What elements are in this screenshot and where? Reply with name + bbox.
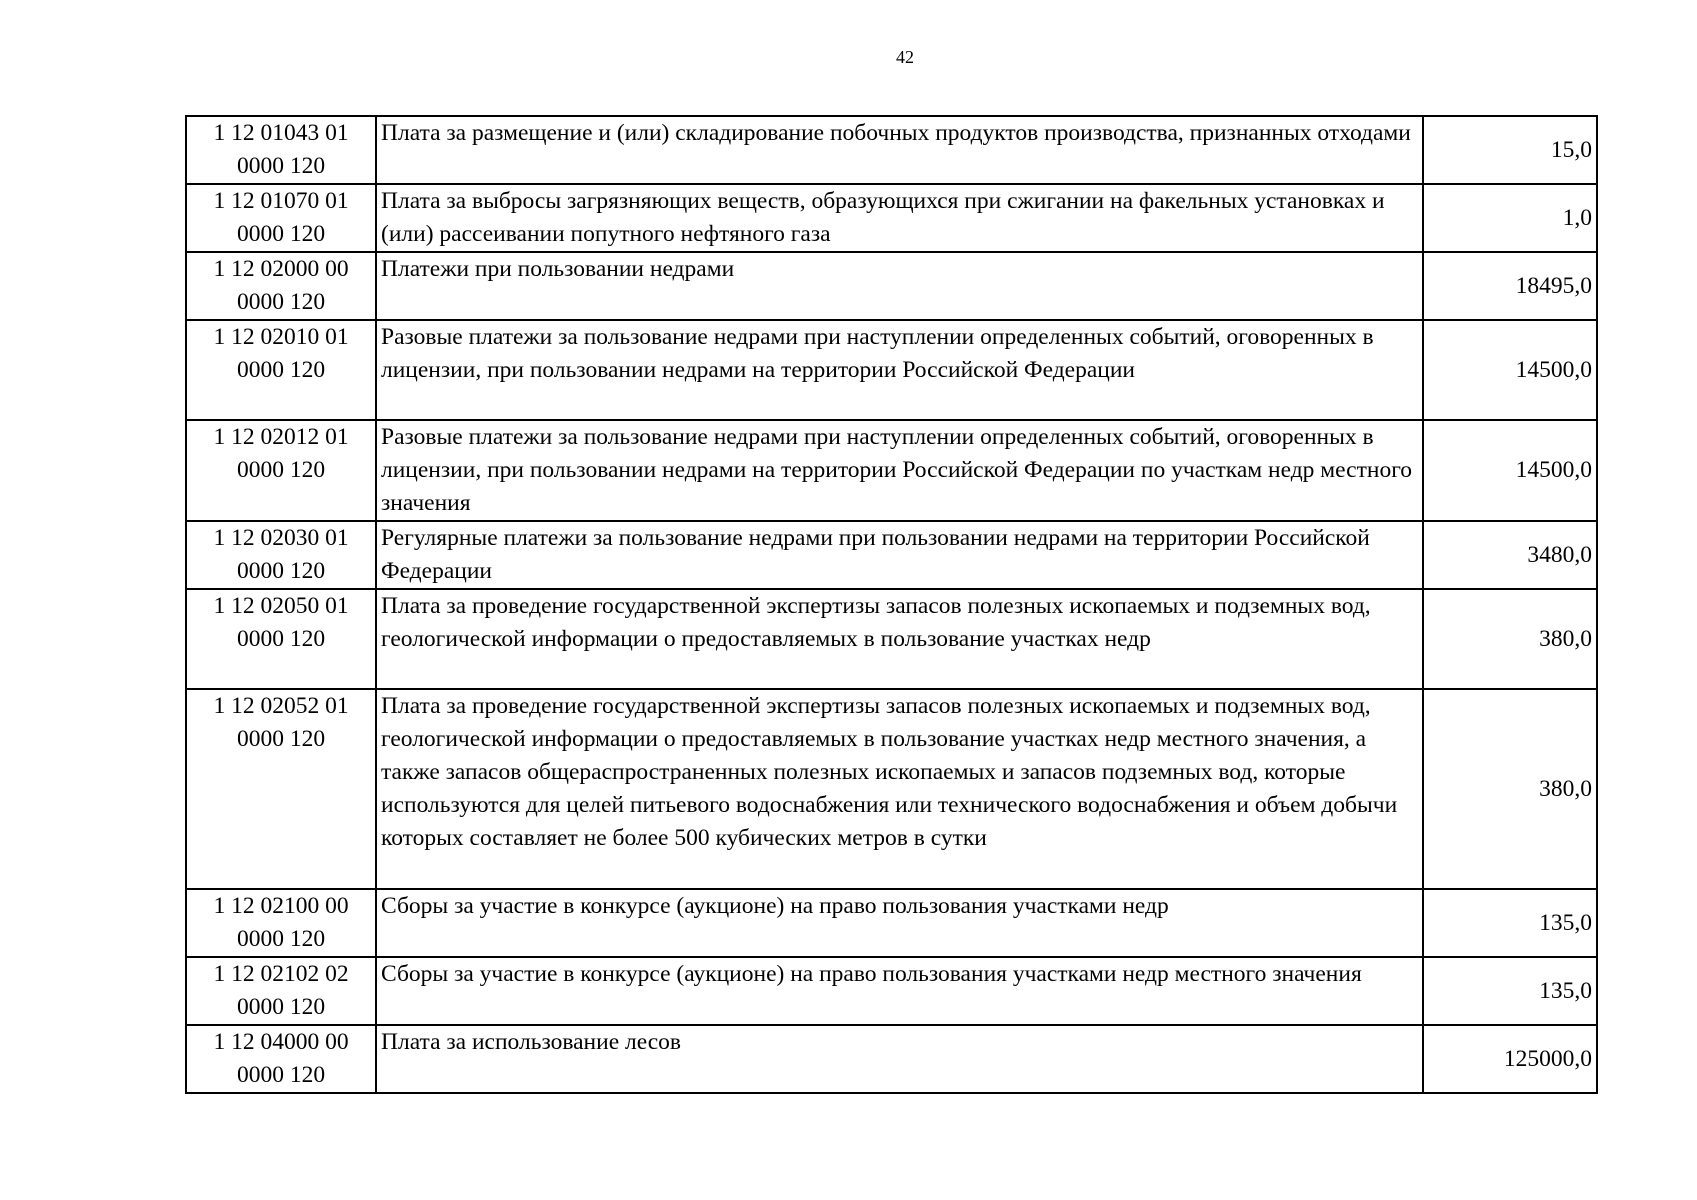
table-row	[186, 521, 1597, 589]
amount-cell: 3480,0	[1423, 521, 1597, 589]
budget-code-cell: 1 12 02010 01 0000 120	[186, 320, 376, 420]
table-row	[186, 589, 1597, 689]
budget-code-cell: 1 12 02012 01 0000 120	[186, 420, 376, 521]
amount-cell: 15,0	[1423, 116, 1597, 184]
amount-cell: 1,0	[1423, 184, 1597, 252]
description-cell: Плата за размещение и (или) складирование побочных продуктов производства, признанных отходами	[376, 116, 1423, 184]
description-cell: Плата за проведение государственной экспертизы запасов полезных ископаемых и подземных вод, геологической информации о предоставляемых в пользование участках недр	[376, 589, 1423, 689]
table-row	[186, 957, 1597, 1025]
description-cell: Плата за проведение государственной экспертизы запасов полезных ископаемых и подземных вод, геологической информации о предоставляемых в пользование участках недр местного значения, а также запасов общераспространенных полезных ископаемых и запасов подземных вод, которые используются для целей питьевого водоснабжения или технического водоснабжения и объем добычи которых составляет не более 500 кубических метров в сутки	[376, 689, 1423, 889]
amount-cell: 125000,0	[1423, 1025, 1597, 1093]
budget-code-cell: 1 12 01070 01 0000 120	[186, 184, 376, 252]
table-row	[186, 1025, 1597, 1093]
amount-cell: 18495,0	[1423, 252, 1597, 320]
table-row	[186, 116, 1597, 184]
budget-code-cell: 1 12 02102 02 0000 120	[186, 957, 376, 1025]
table-row	[186, 689, 1597, 889]
budget-revenue-table	[185, 115, 1598, 1094]
budget-code-cell: 1 12 02030 01 0000 120	[186, 521, 376, 589]
amount-cell: 14500,0	[1423, 420, 1597, 521]
description-cell: Плата за выбросы загрязняющих веществ, образующихся при сжигании на факельных установках и (или) рассеивании попутного нефтяного газа	[376, 184, 1423, 252]
budget-code-cell: 1 12 02100 00 0000 120	[186, 889, 376, 957]
amount-cell: 380,0	[1423, 589, 1597, 689]
table-row	[186, 889, 1597, 957]
description-cell: Сборы за участие в конкурсе (аукционе) на право пользования участками недр местного значения	[376, 957, 1423, 1025]
description-cell: Разовые платежи за пользование недрами при наступлении определенных событий, оговоренных в лицензии, при пользовании недрами на территории Российской Федерации	[376, 320, 1423, 420]
description-cell: Плата за использование лесов	[376, 1025, 1423, 1093]
budget-code-cell: 1 12 02052 01 0000 120	[186, 689, 376, 889]
amount-cell: 135,0	[1423, 889, 1597, 957]
description-cell: Регулярные платежи за пользование недрами при пользовании недрами на территории Российской Федерации	[376, 521, 1423, 589]
amount-cell: 135,0	[1423, 957, 1597, 1025]
table-row	[186, 252, 1597, 320]
description-cell: Платежи при пользовании недрами	[376, 252, 1423, 320]
page-number: 42	[896, 47, 914, 67]
description-cell: Сборы за участие в конкурсе (аукционе) на право пользования участками недр	[376, 889, 1423, 957]
budget-code-cell: 1 12 01043 01 0000 120	[186, 116, 376, 184]
budget-code-cell: 1 12 02050 01 0000 120	[186, 589, 376, 689]
budget-code-cell: 1 12 04000 00 0000 120	[186, 1025, 376, 1093]
table-row	[186, 184, 1597, 252]
description-cell: Разовые платежи за пользование недрами при наступлении определенных событий, оговоренных в лицензии, при пользовании недрами на территории Российской Федерации по участкам недр местного значения	[376, 420, 1423, 521]
amount-cell: 380,0	[1423, 689, 1597, 889]
budget-code-cell: 1 12 02000 00 0000 120	[186, 252, 376, 320]
table-row	[186, 420, 1597, 521]
table-row	[186, 320, 1597, 420]
amount-cell: 14500,0	[1423, 320, 1597, 420]
